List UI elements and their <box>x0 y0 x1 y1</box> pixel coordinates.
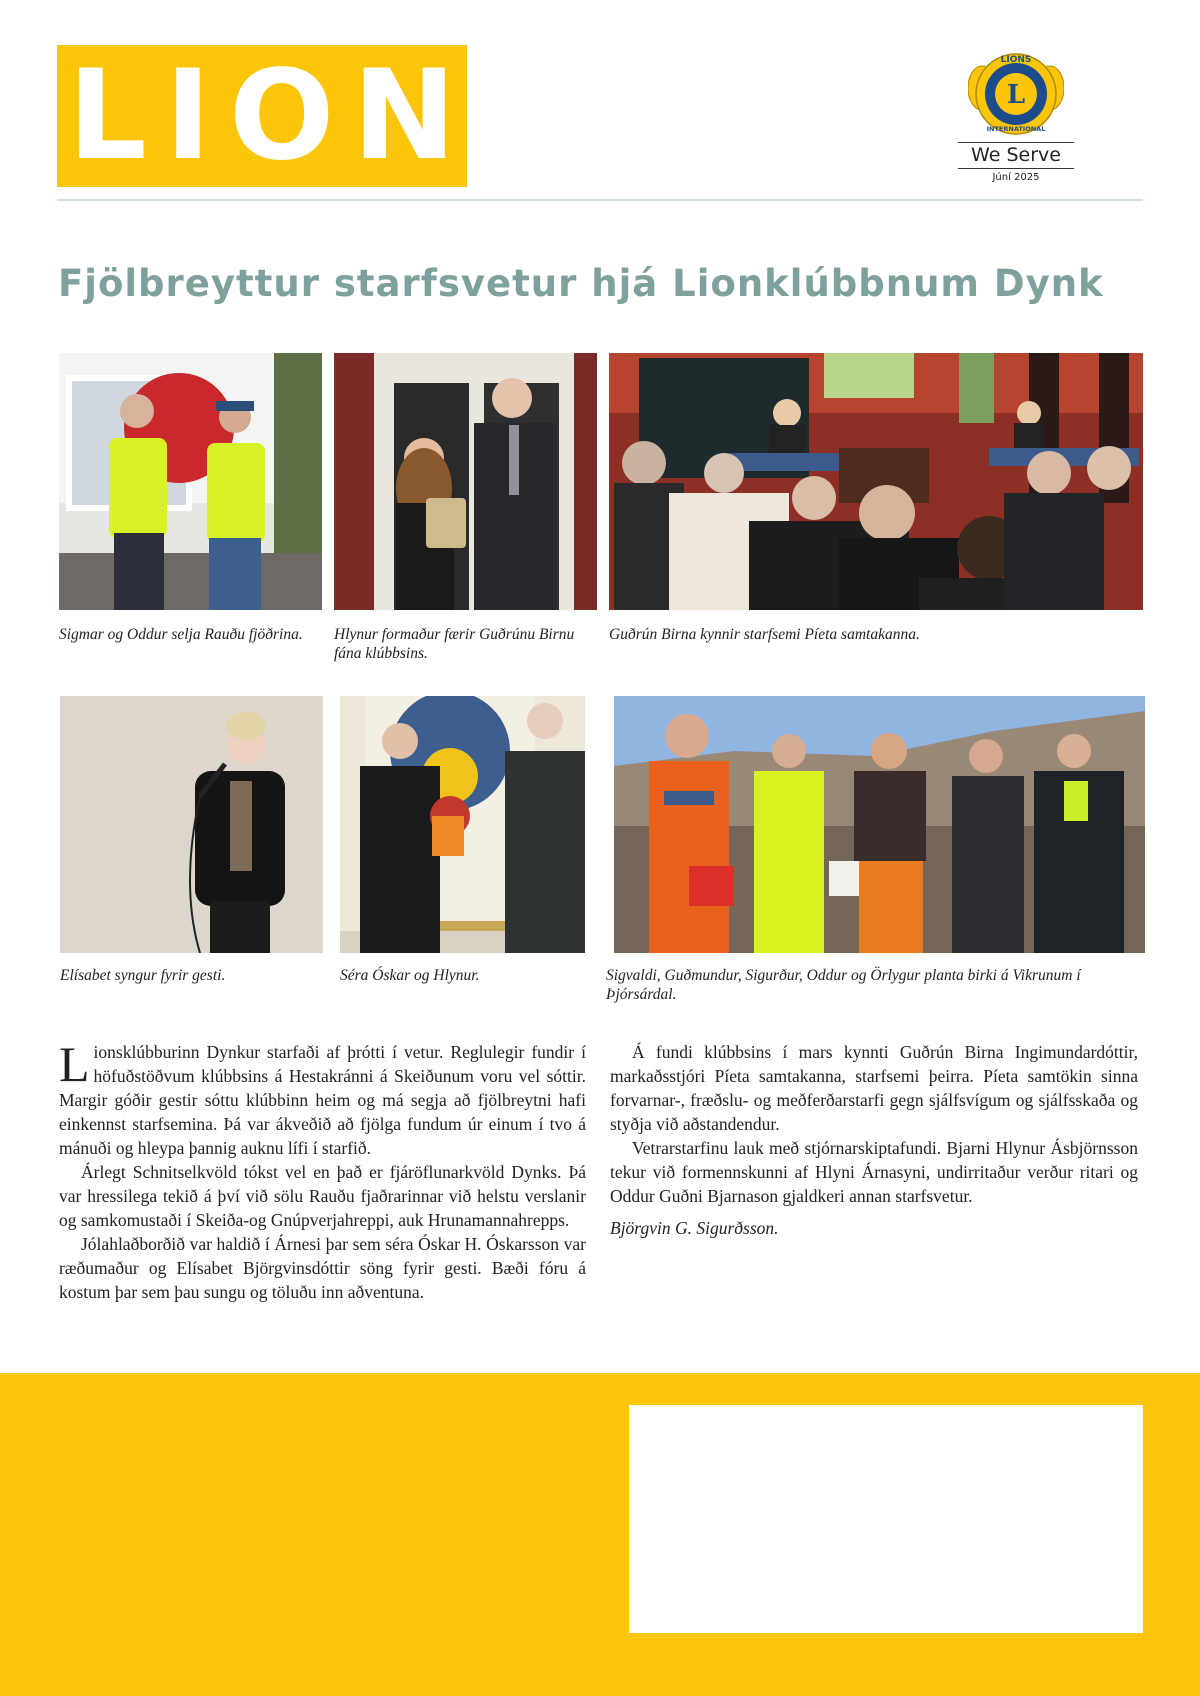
masthead-title: LION <box>67 44 475 188</box>
drop-cap: L <box>59 1036 90 1092</box>
body-paragraph-1 <box>59 1036 586 1160</box>
caption-6: Sigvaldi, Guðmundur, Sigurður, Oddur og Örlygur planta birki á Vikrunum í Þjórsárdal. <box>606 967 1081 1003</box>
body-paragraph-3: Jólahlaðborðið var haldið í Árnesi þar sem séra Óskar H. Óskarsson var ræðumaður og Elísabet Björgvinsdóttir söng fyrir gesti. Bæði fóru á kostum þar sem þau sungu og töluðu inn aðventuna. <box>59 1234 586 1302</box>
article-title: Fjölbreyttur starfsvetur hjá Lionklúbbnum Dynk <box>58 262 1104 305</box>
lions-emblem-icon <box>968 48 1064 140</box>
logo-letter: L <box>1006 80 1026 110</box>
caption-5: Séra Óskar og Hlynur. <box>340 967 480 984</box>
caption-2: Hlynur formaður færir Guðrúnu Birnu fána klúbbsins. <box>334 626 575 662</box>
photo-birch-planting <box>614 696 1145 953</box>
header-divider <box>57 199 1143 201</box>
article-column-left <box>59 1036 586 1304</box>
photo-flag-presentation <box>334 353 597 610</box>
photo-red-feather-sale <box>59 353 322 610</box>
caption-3: Guðrún Birna kynnir starfsemi Píeta samtakanna. <box>609 626 920 643</box>
issue-date: Júní 2025 <box>992 172 1040 183</box>
photo-rev-oskar-and-hlynur <box>340 696 585 953</box>
logo-text-international: INTERNATIONAL <box>986 125 1046 133</box>
body-paragraph-1-text: ionsklúbburinn Dynkur starfaði af þrótti í vetur. Reglulegir fundir í höfuðstöðvum klúbbsins á Hestakránni á Skeiðunum voru vel sóttir. Margir góðir gestir sóttu klúbbinn heim og má segja að fjölbreytni hafi einkennst starfsemina. Þá var ákveðið að fjölga fundum úr einum í tvo á mánuði og hleypa þannig auknu lífi í starfið. <box>59 1042 586 1158</box>
author-signature: Björgvin G. Sigurðsson. <box>610 1218 779 1238</box>
logo-text-lions: LIONS <box>1000 55 1032 65</box>
photo-singer <box>60 696 323 953</box>
body-paragraph-5: Vetrarstarfinu lauk með stjórnarskiptafundi. Bjarni Hlynur Ásbjörnsson tekur við formennskunni af Hlyni Árnasyni, undirritaður verður ritari og Oddur Guðni Bjarnason gjaldkeri annan starfsvetur. <box>610 1138 1138 1206</box>
caption-1: Sigmar og Oddur selja Rauðu fjöðrina. <box>59 626 303 643</box>
lions-logo-block <box>958 48 1074 183</box>
caption-4: Elísabet syngur fyrir gesti. <box>60 967 226 984</box>
masthead <box>57 44 475 188</box>
motto: We Serve <box>958 142 1074 169</box>
article-column-right <box>610 1040 1138 1240</box>
body-paragraph-2: Árlegt Schnitselkvöld tókst vel en það er fjáröflunarkvöld Dynks. Þá var hressilega tekið á því við sölu Rauðu fjaðrarinnar við helstu verslanir og samkomustaði í Skeiða-og Gnúpverjahreppi, auk Hrunamannahrepps. <box>59 1162 586 1230</box>
footer-blank-box <box>629 1405 1143 1633</box>
photo-pieta-presentation <box>609 353 1143 610</box>
body-paragraph-4: Á fundi klúbbsins í mars kynnti Guðrún Birna Ingimundardóttir, markaðsstjóri Píeta samtakanna, starfsemi þeirra. Píeta samtökin sinna forvarnar-, fræðslu- og meðferðarstarfi gegn sjálfsvígum og sjálfsskaða og styðja við aðstandendur. <box>610 1042 1138 1134</box>
